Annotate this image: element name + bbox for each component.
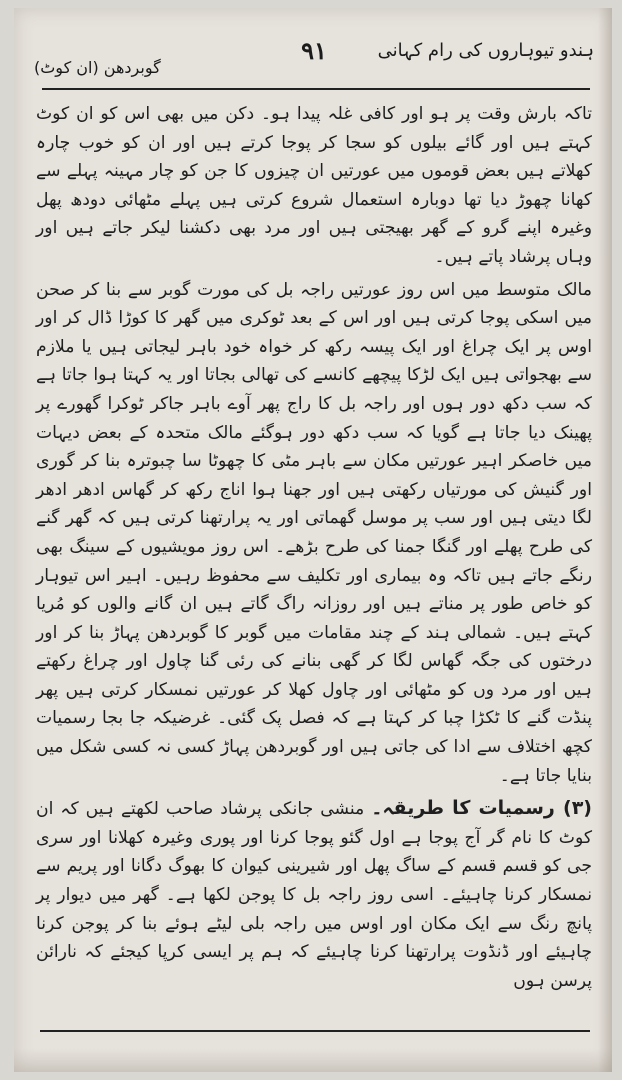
running-title: ہندو تیوہاروں کی رام کہانی [377,40,594,61]
page-header [34,30,594,86]
paragraph-3 [36,794,592,995]
page-number: ۹۱ [301,36,327,65]
section-text: منشی جانکی پرشاد صاحب لکھتے ہیں کہ ان کوٹ کا نام گر آج پوجا ہے اول گئو پوجا کرنا اور پوری وغیرہ کھلانا اور سری جی کو قسم قسم کے ساگ پھل اور شیرینی کیوان کا بھوگ دگانا اور پریم سے نمسکار کرنا چاہیئے۔ اسی روز راجہ بل کا پوجن لکھا ہے۔ گھر میں دیوار پر پانچ رنگ سے ایک مکان اور اوس میں راجہ بلی لیٹے ہوئے بنا کر پوجن کرنا چاہیئے اور ڈنڈوت پرارتھنا کرنا چاہیئے کہ ہم پر ایسی کرپا کیجئے کہ نارائن پرسن ہوں [36,799,592,991]
footer-rule [40,1030,590,1032]
section-title: گوبردھن (ان کوٹ) [34,58,161,77]
paragraph-2: مالک متوسط میں اس روز عورتیں راجہ بل کی مورت گوبر سے بنا کر صحن میں اسکی پوجا کرتی ہیں اور اس کے بعد ٹوکری میں گھر کا کوڑا ڈال کر اور اوس پر ایک چراغ اور ایک پیسہ رکھ کر خواہ خود باہر لیجاتی ہیں یا ملازم سے بھجواتی ہیں ایک لڑکا پیچھے کانسے کی تھالی بجاتا اور یہ کہتا ہوا جاتا ہے کہ سب دکھ دور ہوں اور راجہ بل کا راج پھر آوے باہر جاکر ٹوکرا گھورے پر پھینک دیا جاتا ہے گویا کہ سب دکھ دور ہوگئے مالک متحدہ کے بعض دیہات میں خاصکر اہیر عورتیں مکان سے باہر مٹی کا چھوٹا سا چبوترہ بنا کر گوری اور گنیش کی مورتیاں رکھتی ہیں اور جھنا ہوا اناج رکھ کر گھاس ادھر ادھر لگا دیتی ہیں اور سب پر موسل گھماتی اور یہ پرارتھنا کرتی ہیں کہ گھر گنے کی طرح پھلے اور گنگا جمنا کی طرح بڑھے۔ اس روز مویشیوں کے سینگ بھی رنگے جاتے ہیں تاکہ وہ بیماری اور تکلیف سے محفوظ رہیں۔ اہیر اس تیوہار کو خاص طور پر مناتے ہیں اور روزانہ راگ گاتے ہیں ان گانے والوں کو مُریا کہتے ہیں۔ شمالی ہند کے چند مقامات میں گوبر کا گوبردھن پہاڑ بنا کر اور درختوں کی جگہ گھاس لگا کر گھی بنانے کی رئی گنا چاول اور چراغ رکھتے ہیں اور مرد وں کو مٹھائی اور چاول کھلا کر عورتیں نمسکار کرتی ہیں پھر پنڈت گنے کا ٹکڑا چبا کر کہتا ہے کہ فصل پک گئی۔ غرضیکہ جا بجا رسمیات کچھ اختلاف سے ادا کی جاتی ہیں اور گوبردھن پہاڑ کسی نہ کسی شکل میں بنایا جاتا ہے۔ [36,279,592,786]
page-shadow [14,1048,612,1072]
book-page [14,8,612,1072]
header-rule [42,88,590,90]
page-body [36,100,592,995]
paragraph-1: تاکہ بارش وقت پر ہو اور کافی غلہ پیدا ہو۔ دکن میں بھی اس کو ان کوٹ کہتے ہیں اور گائے بیلوں کو سجا کر پوجا کرتے ہیں اور ان کو خوب چارہ کھلاتے ہیں بعض قوموں میں عورتیں ان چیزوں کا جن کو چار مہینہ پہلے سے کھانا چھوڑ دیا تھا دوبارہ استعمال شروع کرتی ہیں پہلے مٹھائی دودھ پھل وغیرہ اپنے گرو کے گھر بھیجتی ہیں اور مرد بھی دکشنا لیکر جاتے ہیں اور وہاں پرشاد پاتے ہیں۔ [36,104,592,267]
section-heading: (۳) رسمیات کا طریقہ۔ [371,797,592,820]
